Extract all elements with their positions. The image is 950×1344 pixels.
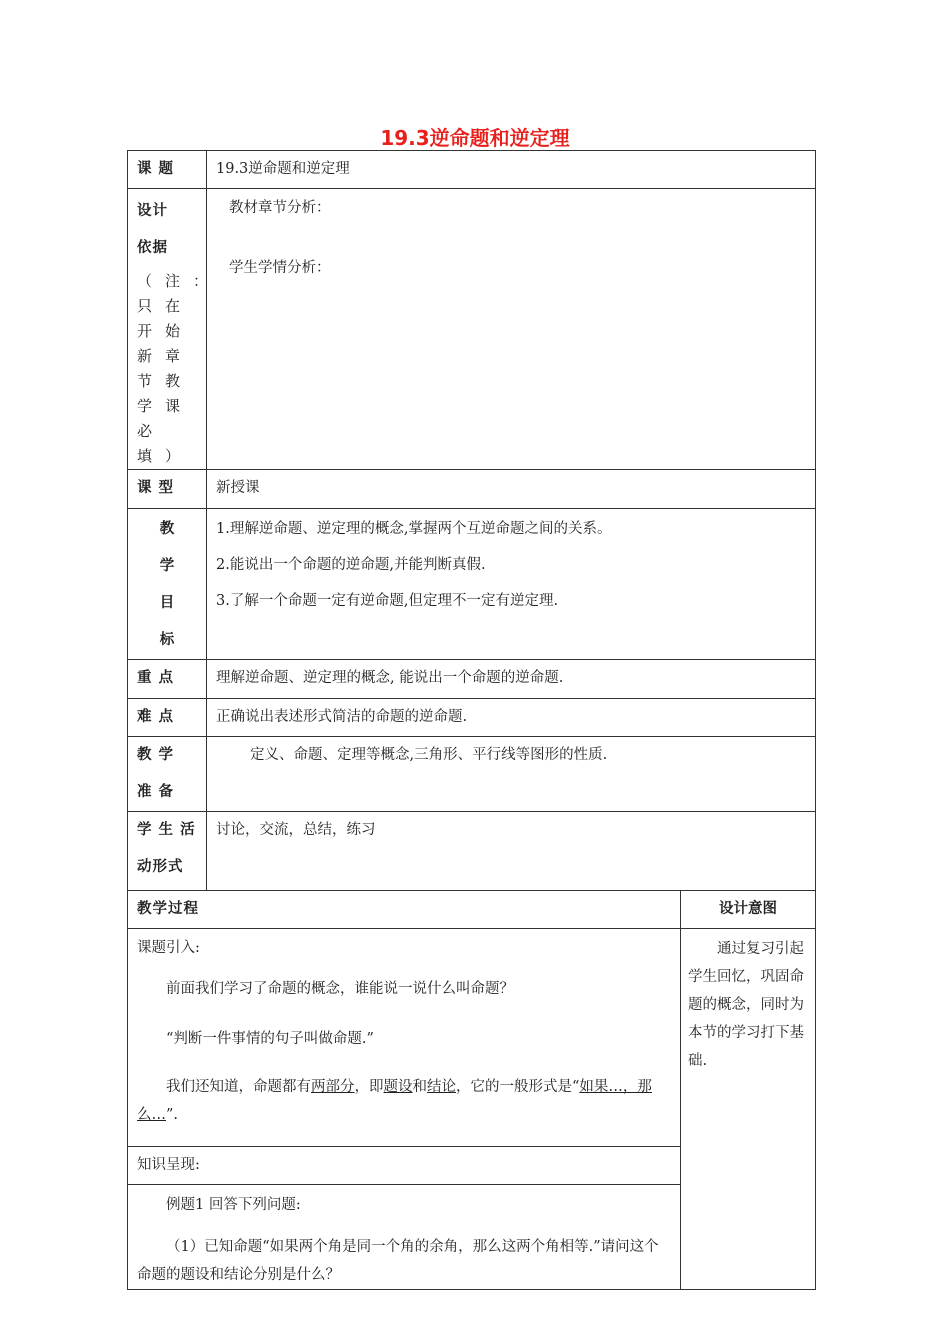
knowledge-title: 知识呈现: [128,1147,681,1185]
activity-value: 讨论，交流，总结，练习 [207,812,816,891]
preparation-label-1: 教 学 [137,747,175,763]
objectives-label-char: 学 [159,558,175,574]
difficulty-value: 正确说出表述形式简洁的命题的逆命题. [207,699,816,737]
objectives-row [128,509,816,660]
type-value: 新授课 [207,470,816,509]
page-title: 19.3逆命题和逆定理 [380,126,570,150]
type-row [128,470,816,509]
intro-paragraph-1: 前面我们学习了命题的概念，谁能说一说什么叫命题？ [166,981,514,997]
objective-item: 3.了解一个命题一定有逆命题,但定理不一定有逆定理. [216,593,559,609]
basis-label-2: 依据 [137,240,168,256]
topic-value: 19.3逆命题和逆定理 [207,151,816,189]
difficulty-row [128,699,816,737]
objectives-label-char: 目 [159,595,175,611]
basis-item-students: 学生学情分析： [229,260,331,276]
intro-row [128,929,816,1147]
intro-paragraph-3: 我们还知道，命题都有两部分，即题设和结论，它的一般形式是“如果…，那么…”. [137,1079,652,1123]
intro-title: 课题引入: [137,940,200,956]
underlined-term: 结论 [427,1079,456,1095]
underlined-term: 如果…，那么… [137,1079,652,1123]
activity-row [128,812,816,891]
basis-label-1: 设计 [137,203,168,219]
activity-label-2: 动形式 [137,859,184,875]
basis-note: （注：只在开始新章节教学课必填） [137,272,222,465]
preparation-row [128,737,816,812]
topic-row [128,151,816,189]
process-header-row [128,891,816,929]
difficulty-label: 难 点 [128,699,207,737]
objectives-label-char: 教 [159,521,175,537]
preparation-value: 定义、命题、定理等概念,三角形、平行线等图形的性质. [207,737,816,812]
intro-paragraph-2: “判断一件事情的句子叫做命题.” [166,1031,374,1047]
underlined-term: 两部分 [311,1079,355,1095]
example-question-1: （1）已知命题“如果两个角是同一个角的余角，那么这两个角相等.”请问这个命题的题设和结论分别是什么？ [137,1239,659,1283]
topic-label: 课 题 [128,151,207,189]
key-point-value: 理解逆命题、逆定理的概念, 能说出一个命题的逆命题. [207,660,816,699]
objective-item: 1.理解逆命题、逆定理的概念,掌握两个互逆命题之间的关系。 [216,521,612,537]
key-point-row [128,660,816,699]
lesson-plan-table [127,150,816,1290]
type-label: 课 型 [128,470,207,509]
underlined-term: 题设 [383,1079,413,1095]
basis-row [128,189,816,470]
design-intent-header: 设计意图 [681,891,816,929]
design-intent-text: 通过复习引起学生回忆，巩固命题的概念，同时为本节的学习打下基础. [681,929,816,1290]
objective-item: 2.能说出一个命题的逆命题,并能判断真假. [216,557,486,573]
key-point-label: 重 点 [128,660,207,699]
preparation-label-2: 准 备 [137,784,175,800]
example-title: 例题1 回答下列问题: [166,1197,301,1213]
activity-label-1: 学 生 活 [137,822,196,838]
basis-item-materials: 教材章节分析： [229,200,331,216]
process-header: 教学过程 [128,891,681,929]
objectives-label-char: 标 [159,632,175,648]
